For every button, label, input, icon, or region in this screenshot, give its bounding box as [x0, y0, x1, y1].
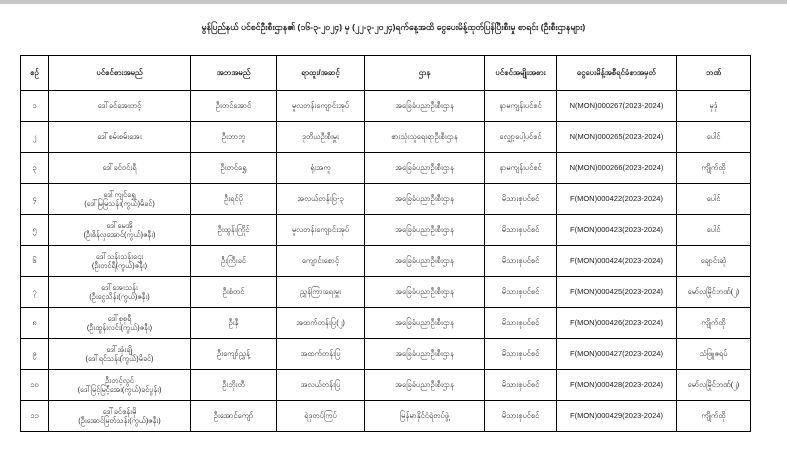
pensioner-name: ဦးတင့်လွင်	[105, 375, 134, 385]
cell-bank: မော်လမြိုင်ဘဏ်(၂)	[677, 370, 751, 401]
pensioner-name: ဒေါ်ခင်စန်းမို	[102, 406, 137, 416]
cell-order-no: F(MON)000422(2023-2024)	[557, 184, 677, 215]
pension-payment-table	[20, 55, 751, 432]
cell-position: အထက်တန်းပြ	[277, 339, 365, 370]
pensioner-name: ဒေါ်စမ်းစမ်းအေး	[97, 132, 142, 142]
cell-bank: ပေါင်	[677, 215, 751, 246]
cell-pension-type: မိသားစုပင်စင်	[485, 308, 557, 339]
cell-name	[49, 308, 191, 339]
table-row	[21, 153, 751, 184]
table-header-row	[21, 56, 751, 91]
cell-position: ကျောင်းစောင့်	[277, 246, 365, 277]
cell-department: အခြေခံပညာဦးစီးဌာန	[365, 370, 485, 401]
cell-department: မြန်မာနိုင်ငံရဲတပ်ဖွဲ့	[365, 401, 485, 432]
cell-order-no: F(MON)000424(2023-2024)	[557, 246, 677, 277]
cell-father: ဦးဘိုးတီ	[191, 370, 277, 401]
cell-bank: ကျိုက်ထို	[677, 401, 751, 432]
cell-position: အထက်တန်းပြ(၂)	[277, 308, 365, 339]
cell-department: အခြေခံပညာဦးစီးဌာန	[365, 246, 485, 277]
cell-no: ၁၀	[21, 370, 49, 401]
pensioner-name-note: (ဦးထွန်းလင်း(ကွယ်)ဇနီး)	[86, 323, 153, 333]
cell-position: အလယ်တန်းပြ-၃	[277, 184, 365, 215]
page-title: မွန်ပြည်နယ် ပင်စင်ဦးစီးဌာန၏ (၁၆-၃-၂၀၂၄) မှ (၂၂-၃-၂၀၂၄)ရက်နေ့အထိ ငွေပေးမိန့်ထုတ်ပြန်ပြီးစီးမှု စာရင်း (ဦးစီးဌာနများ)	[201, 22, 586, 32]
pensioner-name: ဒေါ်သန်းသန်းဌေး	[95, 251, 144, 261]
cell-position: ဒုတိယဦးစီးမှူး	[277, 122, 365, 153]
cell-department: အခြေခံပညာဦးစီးဌာန	[365, 308, 485, 339]
cell-position: ရဲဒုတပ်ကြပ်	[277, 401, 365, 432]
pensioner-name: ဒေါ်မေအို	[106, 220, 133, 230]
cell-pension-type: မိသားစုပင်စင်	[485, 277, 557, 308]
cell-order-no: N(MON)000265(2023-2024)	[557, 122, 677, 153]
cell-pension-type: မိသားစုပင်စင်	[485, 184, 557, 215]
cell-order-no: N(MON)000267(2023-2024)	[557, 91, 677, 122]
cell-name	[49, 277, 191, 308]
pensioner-name-note: (ဦးအောင်မြတ်သန်း(ကွယ်)ဇနီး)	[78, 416, 161, 426]
cell-position: မူလတန်းကျောင်းအုပ်	[277, 215, 365, 246]
table-row	[21, 339, 751, 370]
table-row	[21, 246, 751, 277]
cell-father: ဦးရင်ပို	[191, 184, 277, 215]
cell-pension-type: မိသားစုပင်စင်	[485, 339, 557, 370]
pensioner-name: ဒေါ်အေးသန်း	[101, 282, 138, 292]
pensioner-name: ဒေါ်ခင်အေးတင့်	[97, 101, 142, 111]
table-row	[21, 215, 751, 246]
cell-pension-type: မိသားစုပင်စင်	[485, 370, 557, 401]
header-bank: ဘဏ်	[677, 56, 751, 91]
pensioner-name-note: (ဦးစိန်လှအောင်(ကွယ်)ဇနီး)	[83, 230, 156, 240]
cell-department: အခြေခံပညာဦးစီးဌာန	[365, 277, 485, 308]
cell-father: ဦးစံတင်	[191, 277, 277, 308]
cell-name	[49, 401, 191, 432]
pensioner-name-note: (ဒေါ်မြမြသန်း(ကွယ်)မိခင်)	[84, 199, 155, 209]
cell-pension-type: နာမကျန်းပင်စင်	[485, 153, 557, 184]
cell-no: ၃	[21, 153, 49, 184]
cell-department: အခြေခံပညာဦးစီးဌာန	[365, 339, 485, 370]
cell-position: အလယ်တန်းပြ	[277, 370, 365, 401]
cell-father: ဦးနီ	[191, 308, 277, 339]
cell-name	[49, 122, 191, 153]
cell-position: ညွှန်ကြားရေးမှူး	[277, 277, 365, 308]
cell-name	[49, 246, 191, 277]
table-row	[21, 91, 751, 122]
header-pensioner-name: ပင်စင်စားအမည်	[49, 56, 191, 91]
cell-bank: မုဒုံ	[677, 91, 751, 122]
header-pension-type: ပင်စင်အမျိုးအစား	[485, 56, 557, 91]
cell-no: ၈	[21, 308, 49, 339]
cell-bank: ချောင်းဆုံ	[677, 246, 751, 277]
cell-no: ၂	[21, 122, 49, 153]
cell-name	[49, 339, 191, 370]
table-row	[21, 184, 751, 215]
cell-pension-type: နာမကျန်းပင်စင်	[485, 91, 557, 122]
pensioner-name: ဒေါ်ကျင်ရွှေ	[103, 189, 136, 199]
header-position: ရာထူး/အဆင့်	[277, 56, 365, 91]
header-order-no: ငွေပေးမိန့်အစီရင်ခံစာအမှတ်	[557, 56, 677, 91]
cell-no: ၆	[21, 246, 49, 277]
cell-order-no: F(MON)000427(2023-2024)	[557, 339, 677, 370]
cell-department: အခြေခံပညာဦးစီးဌာန	[365, 215, 485, 246]
pensioner-name: ဒေါ်ခင်ဝင်းရီ	[102, 163, 137, 173]
cell-name	[49, 91, 191, 122]
cell-father: ဦးအောင်ကျော်	[191, 401, 277, 432]
cell-pension-type: မိသားစုပင်စင်	[485, 401, 557, 432]
table-body	[21, 91, 751, 432]
pensioner-name: ဒေါ်စုစုရီ	[107, 313, 132, 323]
cell-department: အခြေခံပညာဦးစီးဌာန	[365, 184, 485, 215]
cell-pension-type: လျှော့ပေါ့ပင်စင်	[485, 122, 557, 153]
cell-department: အခြေခံပညာဦးစီးဌာန	[365, 91, 485, 122]
cell-position: ရုံးအကူ	[277, 153, 365, 184]
pensioner-name-note: (ဦးတင်ရီ(ကွယ်)ဇနီး)	[91, 261, 148, 271]
cell-father: ဦးကျော်ညွှန့်	[191, 339, 277, 370]
cell-father: ဦးတင်အောင်	[191, 91, 277, 122]
cell-order-no: F(MON)000429(2023-2024)	[557, 401, 677, 432]
cell-name	[49, 370, 191, 401]
header-father-name: အဘအမည်	[191, 56, 277, 91]
cell-no: ၉	[21, 339, 49, 370]
table-row	[21, 308, 751, 339]
cell-bank: ကျိုက်ထို	[677, 308, 751, 339]
table-row	[21, 122, 751, 153]
cell-order-no: N(MON)000266(2023-2024)	[557, 153, 677, 184]
cell-position: မူလတန်းကျောင်းအုပ်	[277, 91, 365, 122]
cell-bank: မော်လမြိုင်ဘဏ်(၂)	[677, 277, 751, 308]
table-row	[21, 370, 751, 401]
cell-bank: သံဖြူဇရပ်	[677, 339, 751, 370]
table-row	[21, 277, 751, 308]
cell-father: ဦးတင်ရွှေ	[191, 153, 277, 184]
cell-order-no: F(MON)000428(2023-2024)	[557, 370, 677, 401]
pensioner-name-note: (ဒေါ်ရင်သန်း(ကွယ်)မိခင်)	[85, 354, 154, 364]
pensioner-name-note: (ဦးငွေသိန်း(ကွယ်)ဇနီး)	[89, 292, 150, 302]
cell-order-no: F(MON)000425(2023-2024)	[557, 277, 677, 308]
page-top-edge	[0, 0, 787, 4]
cell-no: ၄	[21, 184, 49, 215]
header-no: စဉ်	[21, 56, 49, 91]
pensioner-name: ဒေါ်အုံးချို	[106, 344, 133, 354]
cell-no: ၅	[21, 215, 49, 246]
cell-father: ဦးဘာဘူ	[191, 122, 277, 153]
cell-department: စားသုံးသူရေးရာဦးစီးဌာန	[365, 122, 485, 153]
cell-order-no: F(MON)000423(2023-2024)	[557, 215, 677, 246]
cell-order-no: F(MON)000426(2023-2024)	[557, 308, 677, 339]
cell-name	[49, 215, 191, 246]
cell-name	[49, 184, 191, 215]
cell-no: ၁၁	[21, 401, 49, 432]
cell-pension-type: မိသားစုပင်စင်	[485, 246, 557, 277]
pensioner-name-note: (ဒေါ်မြင့်မြင့်အေး(ကွယ်)ခင်ပွန်း)	[77, 385, 162, 395]
table-row	[21, 401, 751, 432]
cell-father: ဦးကြီးခင်	[191, 246, 277, 277]
cell-pension-type: မိသားစုပင်စင်	[485, 215, 557, 246]
cell-department: အခြေခံပညာဦးစီးဌာန	[365, 153, 485, 184]
header-department: ဌာန	[365, 56, 485, 91]
cell-bank: ပေါင်	[677, 122, 751, 153]
cell-bank: ကျိုက်ထို	[677, 153, 751, 184]
cell-no: ၁	[21, 91, 49, 122]
cell-bank: ပေါင်	[677, 184, 751, 215]
cell-name	[49, 153, 191, 184]
cell-father: ဦးထွန်းကြိုင်	[191, 215, 277, 246]
cell-no: ၇	[21, 277, 49, 308]
